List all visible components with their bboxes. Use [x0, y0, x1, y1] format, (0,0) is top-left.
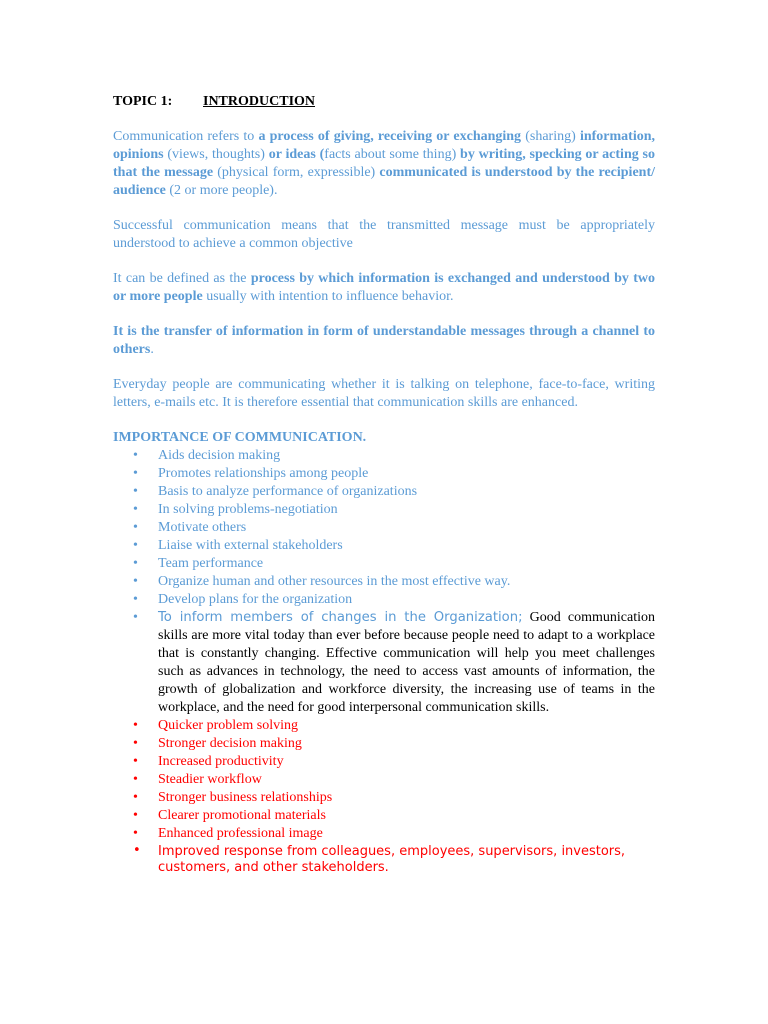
- list-item: [113, 771, 655, 789]
- text-run: (views, thoughts): [163, 147, 269, 162]
- bullet-icon: •: [133, 520, 138, 535]
- bullet-icon: •: [133, 718, 138, 733]
- bullet-icon: •: [133, 466, 138, 481]
- bullet-icon: •: [133, 484, 138, 499]
- text-run-bold: process by which information is exchanged and understood by two or more people: [113, 271, 655, 304]
- bullet-icon: •: [133, 556, 138, 571]
- text-run-bold: or ideas (: [268, 147, 325, 162]
- list-item: [113, 591, 655, 609]
- list-item: [113, 753, 655, 771]
- topic-title: [113, 93, 655, 111]
- list-item-text: Quicker problem solving: [158, 718, 298, 733]
- successful-communication-paragraph: Successful communication means that the transmitted message must be appropriately understood to achieve a common objective: [113, 218, 655, 251]
- list-item: [113, 807, 655, 825]
- transfer-paragraph: [113, 323, 655, 359]
- list-item-text: In solving problems-negotiation: [158, 502, 338, 517]
- list-item-text: Stronger decision making: [158, 736, 302, 751]
- topic-label: TOPIC 1:: [113, 94, 173, 109]
- importance-heading: IMPORTANCE OF COMMUNICATION.: [113, 430, 367, 445]
- list-item: [113, 465, 655, 483]
- list-item: [113, 843, 655, 876]
- list-item-text: Basis to analyze performance of organizations: [158, 484, 418, 499]
- inform-text: To inform members of changes in the Organization;: [158, 610, 523, 625]
- bullet-icon: •: [133, 502, 138, 517]
- bullet-icon: •: [133, 772, 138, 787]
- list-item: [113, 483, 655, 501]
- list-item-text: Clearer promotional materials: [158, 808, 326, 823]
- process-paragraph: [113, 270, 655, 306]
- list-item: [113, 555, 655, 573]
- text-run-bold: a process of giving, receiving or exchanging: [258, 129, 522, 144]
- bullet-icon: •: [133, 448, 138, 463]
- topic-heading: INTRODUCTION: [203, 94, 316, 109]
- bullet-icon: •: [133, 574, 138, 589]
- list-item: [113, 735, 655, 753]
- bullet-icon: •: [133, 592, 138, 607]
- text-run: .: [150, 342, 154, 357]
- list-item-text: Aids decision making: [158, 448, 281, 463]
- bullet-icon: •: [133, 826, 138, 841]
- bullet-icon: •: [133, 790, 138, 805]
- list-item-text: Promotes relationships among people: [158, 466, 369, 481]
- inform-detail-text: Good communication skills are more vital today than ever before because people need to adapt to a workplace that is constantly changing. Effective communication will help you meet challenges such as advances in technology, the need to access vast amounts of information, the growth of globalization and workforce diversity, the increasing use of teams in the workplace, and the need for good interpersonal communication skills.: [158, 610, 655, 715]
- list-item-text: Increased productivity: [158, 754, 284, 769]
- list-item: [113, 501, 655, 519]
- everyday-paragraph: Everyday people are communicating whether it is talking on telephone, face-to-face, writing letters, e-mails etc. It is therefore essential that communication skills are enhanced.: [113, 377, 655, 410]
- bullet-icon: •: [133, 736, 138, 751]
- text-run: It can be defined as the: [113, 271, 251, 286]
- list-item-text: Steadier workflow: [158, 772, 262, 787]
- list-item-text: Organize human and other resources in the most effective way.: [158, 574, 511, 589]
- list-item-text: Team performance: [158, 556, 264, 571]
- bullet-icon: •: [133, 610, 138, 625]
- importance-list: [113, 447, 655, 876]
- list-item: [113, 447, 655, 465]
- text-run-bold: by writing, specking or acting so that the message: [113, 147, 655, 180]
- list-item-text: Liaise with external stakeholders: [158, 538, 343, 553]
- text-run: usually with intention to influence behavior.: [202, 289, 454, 304]
- text-run: Communication refers to: [113, 129, 259, 144]
- definition-paragraph: [113, 128, 655, 200]
- text-run: (sharing): [521, 129, 580, 144]
- list-item: [113, 519, 655, 537]
- bullet-icon: •: [133, 808, 138, 823]
- list-item: [113, 789, 655, 807]
- list-item: [113, 825, 655, 843]
- bullet-icon: •: [133, 843, 141, 858]
- list-item-text: Motivate others: [158, 520, 247, 535]
- list-item-text: Improved response from colleagues, employees, supervisors, investors, customers, and other stakeholders.: [158, 844, 626, 875]
- list-item: [113, 717, 655, 735]
- text-run: (2 or more people).: [165, 183, 278, 198]
- list-item-text: Develop plans for the organization: [158, 592, 353, 607]
- text-run-bold: information, opinions: [113, 129, 655, 162]
- text-run-bold: communicated is understood by the recipient/ audience: [113, 165, 655, 198]
- text-run: facts about some thing): [324, 147, 461, 162]
- list-item: [113, 537, 655, 555]
- text-run-bold: It is the transfer of information in form of understandable messages through a channel to others: [113, 324, 655, 357]
- list-item-text: Enhanced professional image: [158, 826, 323, 841]
- list-item-inform: [113, 609, 655, 717]
- list-item: [113, 573, 655, 591]
- document-page: [113, 93, 655, 876]
- list-item-text: Stronger business relationships: [158, 790, 333, 805]
- bullet-icon: •: [133, 754, 138, 769]
- text-run: (physical form, expressible): [213, 165, 380, 180]
- bullet-icon: •: [133, 538, 138, 553]
